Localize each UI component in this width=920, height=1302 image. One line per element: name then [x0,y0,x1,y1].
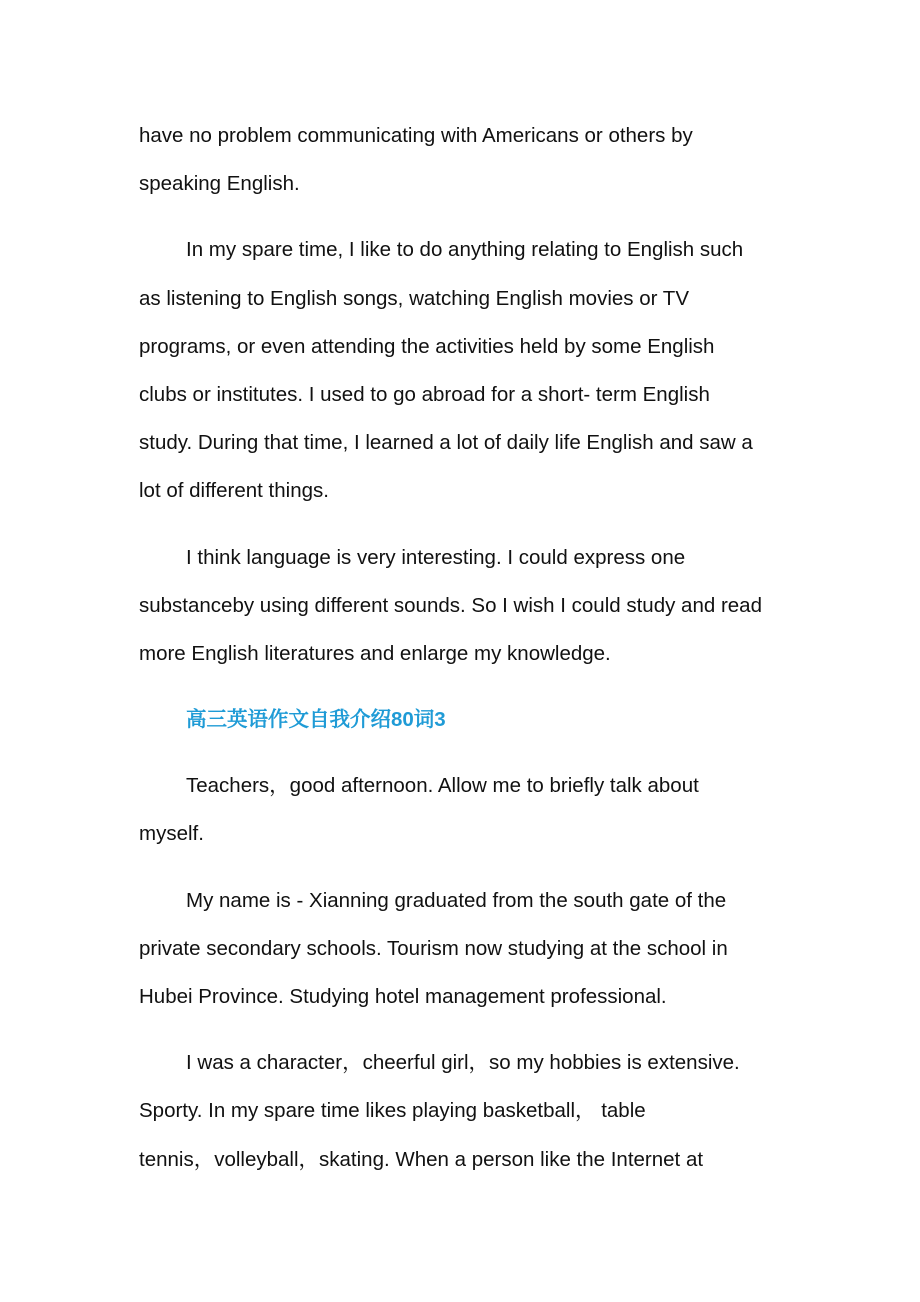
text-line: more English literatures and enlarge my knowledge. [139,641,611,665]
paragraph-gap [139,1021,784,1039]
text-line: speaking English. [139,172,300,196]
text-line: tennis，volleyball，skating. When a person like the Internet at [139,1147,704,1171]
text-line: My name is - Xianning graduated from the south gate of the [186,888,727,912]
text-line: have no problem communicating with Americans or others by [139,124,693,147]
paragraph-gap [139,208,784,226]
paragraph-spare-time [139,226,784,515]
text-line: as listening to English songs, watching English movies or TV [139,286,689,310]
document-page [139,112,784,1184]
text-line: private secondary schools. Tourism now studying at the school in [139,936,728,960]
paragraph-name-school [139,877,784,1022]
paragraph-language [139,534,784,679]
text-line: clubs or institutes. I used to go abroad for a short- term English [139,382,710,406]
text-line: Sporty. In my spare time likes playing basketball， table [139,1099,646,1123]
text-line: Teachers，good afternoon. Allow me to briefly talk about [186,774,699,798]
paragraph-greeting [139,762,784,858]
paragraph-gap [139,678,784,696]
text-line: myself. [139,822,204,846]
text-line: Hubei Province. Studying hotel management professional. [139,985,667,1008]
paragraph-gap [139,859,784,877]
section-heading: 高三英语作文自我介绍80词3 [186,708,446,732]
text-line: programs, or even attending the activities held by some English [139,334,715,358]
paragraph-gap [139,744,784,762]
text-line: lot of different things. [139,479,329,503]
text-line: substanceby using different sounds. So I wish I could study and read [139,593,762,617]
text-line: study. During that time, I learned a lot of daily life English and saw a [139,431,753,455]
paragraph-gap [139,516,784,534]
text-line: I think language is very interesting. I could express one [186,545,686,569]
text-line: I was a character，cheerful girl，so my hobbies is extensive. [186,1051,740,1075]
paragraph-hobbies [139,1039,784,1184]
text-line: In my spare time, I like to do anything relating to English such [186,238,744,262]
paragraph-continued-communication [139,112,784,208]
